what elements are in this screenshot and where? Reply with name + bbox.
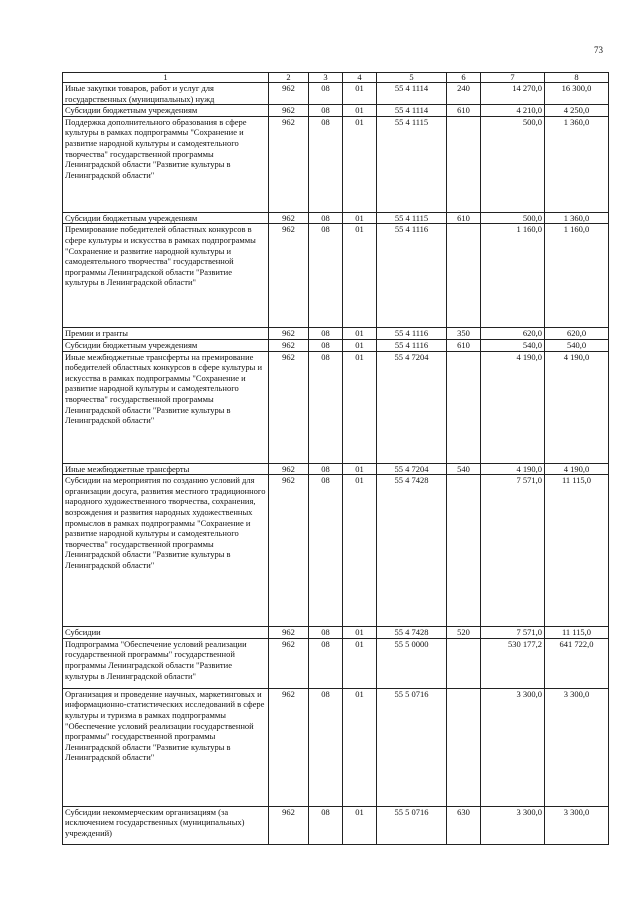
table-row (63, 688, 609, 806)
row-expense-type-cell: 240 (447, 83, 481, 105)
row-subsection-cell: 01 (343, 105, 377, 117)
row-target-article-cell: 55 4 1116 (377, 328, 447, 340)
row-amount-2-cell: 16 300,0 (545, 83, 609, 105)
table-row (63, 116, 609, 212)
row-name-cell: Иные межбюджетные трансферты (63, 463, 269, 475)
row-amount-1-cell: 7 571,0 (481, 475, 545, 627)
row-section-cell: 08 (309, 116, 343, 212)
row-expense-type-cell (447, 224, 481, 328)
row-target-article-cell: 55 4 7204 (377, 351, 447, 463)
page-number: 73 (594, 45, 603, 55)
row-subsection-cell: 01 (343, 627, 377, 639)
table-row (63, 351, 609, 463)
row-amount-2-cell: 1 160,0 (545, 224, 609, 328)
row-amount-1-cell: 4 210,0 (481, 105, 545, 117)
row-subsection-cell: 01 (343, 351, 377, 463)
row-expense-type-cell: 610 (447, 105, 481, 117)
row-amount-1-cell: 540,0 (481, 339, 545, 351)
row-amount-2-cell: 4 250,0 (545, 105, 609, 117)
row-target-article-cell: 55 4 1114 (377, 105, 447, 117)
row-name-cell: Премии и гранты (63, 328, 269, 340)
row-subsection-cell: 01 (343, 475, 377, 627)
row-expense-type-cell: 520 (447, 627, 481, 639)
row-name-cell: Субсидии бюджетным учреждениям (63, 339, 269, 351)
row-section-cell: 08 (309, 463, 343, 475)
row-amount-1-cell: 7 571,0 (481, 627, 545, 639)
row-subsection-cell: 01 (343, 806, 377, 844)
row-target-article-cell: 55 4 1116 (377, 339, 447, 351)
row-amount-2-cell: 4 190,0 (545, 463, 609, 475)
row-section-cell: 08 (309, 105, 343, 117)
row-amount-1-cell: 620,0 (481, 328, 545, 340)
row-expense-type-cell (447, 116, 481, 212)
table-row (63, 105, 609, 117)
header-cell: 1 (63, 73, 269, 83)
row-amount-1-cell: 4 190,0 (481, 351, 545, 463)
header-cell: 6 (447, 73, 481, 83)
row-name-cell: Субсидии бюджетным учреждениям (63, 212, 269, 224)
row-amount-2-cell: 1 360,0 (545, 116, 609, 212)
row-name-cell: Организация и проведение научных, маркетинговых и информационно-статистических исследований в сфере культуры и туризма в рамках подпрограммы "Обеспечение условий реализации государственной программы" государственной программы Ленинградской области "Развитие культуры в Ленинградской области" (63, 688, 269, 806)
row-section-cell: 08 (309, 328, 343, 340)
table-row (63, 212, 609, 224)
row-subsection-cell: 01 (343, 116, 377, 212)
row-section-cell: 08 (309, 339, 343, 351)
row-code-cell: 962 (269, 83, 309, 105)
row-subsection-cell: 01 (343, 638, 377, 688)
row-section-cell: 08 (309, 475, 343, 627)
row-code-cell: 962 (269, 688, 309, 806)
header-cell: 3 (309, 73, 343, 83)
row-amount-2-cell: 620,0 (545, 328, 609, 340)
row-name-cell: Субсидии на мероприятия по созданию условий для организации досуга, развития местного традиционного народного художественного творчества, сохранения, возрождения и развития народных художественных промыслов в рамках подпрограммы "Сохранение и развитие народной культуры и самодеятельного творчества" государственной программы Ленинградской области "Развитие культуры в Ленинградской области" (63, 475, 269, 627)
table-row (63, 638, 609, 688)
row-code-cell: 962 (269, 339, 309, 351)
header-row (63, 73, 609, 83)
row-section-cell: 08 (309, 224, 343, 328)
row-name-cell: Премирование победителей областных конкурсов в сфере культуры и искусства в рамках подпрограммы "Сохранение и развитие народной культуры и самодеятельного творчества" государственной программы Ленинградской области "Развитие культуры в Ленинградской области" (63, 224, 269, 328)
row-code-cell: 962 (269, 475, 309, 627)
row-target-article-cell: 55 5 0716 (377, 806, 447, 844)
row-section-cell: 08 (309, 627, 343, 639)
row-subsection-cell: 01 (343, 328, 377, 340)
table-row (63, 339, 609, 351)
row-target-article-cell: 55 4 1115 (377, 212, 447, 224)
row-target-article-cell: 55 4 1115 (377, 116, 447, 212)
row-amount-1-cell: 500,0 (481, 212, 545, 224)
table-row (63, 806, 609, 844)
budget-table (62, 72, 609, 845)
row-name-cell: Субсидии (63, 627, 269, 639)
row-code-cell: 962 (269, 627, 309, 639)
row-amount-2-cell: 1 360,0 (545, 212, 609, 224)
row-expense-type-cell (447, 351, 481, 463)
row-target-article-cell: 55 4 1114 (377, 83, 447, 105)
row-code-cell: 962 (269, 116, 309, 212)
row-amount-1-cell: 530 177,2 (481, 638, 545, 688)
row-amount-2-cell: 11 115,0 (545, 627, 609, 639)
row-expense-type-cell: 540 (447, 463, 481, 475)
row-amount-2-cell: 11 115,0 (545, 475, 609, 627)
row-code-cell: 962 (269, 328, 309, 340)
row-target-article-cell: 55 5 0000 (377, 638, 447, 688)
row-code-cell: 962 (269, 224, 309, 328)
row-expense-type-cell: 350 (447, 328, 481, 340)
row-amount-1-cell: 14 270,0 (481, 83, 545, 105)
row-subsection-cell: 01 (343, 83, 377, 105)
row-section-cell: 08 (309, 351, 343, 463)
row-amount-2-cell: 641 722,0 (545, 638, 609, 688)
row-target-article-cell: 55 5 0716 (377, 688, 447, 806)
row-amount-2-cell: 3 300,0 (545, 806, 609, 844)
table-row (63, 224, 609, 328)
table-row (63, 83, 609, 105)
row-section-cell: 08 (309, 688, 343, 806)
row-target-article-cell: 55 4 7428 (377, 475, 447, 627)
row-expense-type-cell (447, 688, 481, 806)
row-code-cell: 962 (269, 105, 309, 117)
table-row (63, 328, 609, 340)
row-subsection-cell: 01 (343, 212, 377, 224)
row-expense-type-cell (447, 638, 481, 688)
row-expense-type-cell: 610 (447, 212, 481, 224)
row-amount-2-cell: 4 190,0 (545, 351, 609, 463)
header-cell: 7 (481, 73, 545, 83)
row-section-cell: 08 (309, 806, 343, 844)
row-name-cell: Субсидии некоммерческим организациям (за исключением государственных (муниципальных) учреждений) (63, 806, 269, 844)
row-expense-type-cell (447, 475, 481, 627)
row-target-article-cell: 55 4 1116 (377, 224, 447, 328)
row-amount-1-cell: 3 300,0 (481, 688, 545, 806)
table-body (63, 73, 609, 845)
table-row (63, 475, 609, 627)
row-section-cell: 08 (309, 83, 343, 105)
header-cell: 5 (377, 73, 447, 83)
row-name-cell: Субсидии бюджетным учреждениям (63, 105, 269, 117)
row-amount-1-cell: 4 190,0 (481, 463, 545, 475)
row-amount-2-cell: 540,0 (545, 339, 609, 351)
row-code-cell: 962 (269, 463, 309, 475)
row-subsection-cell: 01 (343, 463, 377, 475)
row-expense-type-cell: 610 (447, 339, 481, 351)
row-target-article-cell: 55 4 7204 (377, 463, 447, 475)
row-subsection-cell: 01 (343, 688, 377, 806)
row-name-cell: Подпрограмма "Обеспечение условий реализации государственной программы" государственной программы Ленинградской области "Развитие культуры в Ленинградской области" (63, 638, 269, 688)
row-amount-2-cell: 3 300,0 (545, 688, 609, 806)
row-name-cell: Иные межбюджетные трансферты на премирование победителей областных конкурсов в сфере культуры и искусства в рамках подпрограммы "Сохранение и развитие народной культуры и самодеятельного творчества" государственной программы Ленинградской области "Развитие культуры в Ленинградской области" (63, 351, 269, 463)
row-name-cell: Поддержка дополнительного образования в сфере культуры в рамках подпрограммы "Сохранение и развитие народной культуры и самодеятельного творчества" государственной программы Ленинградской области "Развитие культуры в Ленинградской области" (63, 116, 269, 212)
row-code-cell: 962 (269, 638, 309, 688)
header-cell: 8 (545, 73, 609, 83)
row-amount-1-cell: 500,0 (481, 116, 545, 212)
row-code-cell: 962 (269, 212, 309, 224)
row-amount-1-cell: 3 300,0 (481, 806, 545, 844)
table-row (63, 627, 609, 639)
row-target-article-cell: 55 4 7428 (377, 627, 447, 639)
row-section-cell: 08 (309, 212, 343, 224)
row-expense-type-cell: 630 (447, 806, 481, 844)
header-cell: 2 (269, 73, 309, 83)
row-subsection-cell: 01 (343, 224, 377, 328)
row-code-cell: 962 (269, 351, 309, 463)
row-amount-1-cell: 1 160,0 (481, 224, 545, 328)
row-section-cell: 08 (309, 638, 343, 688)
row-code-cell: 962 (269, 806, 309, 844)
row-subsection-cell: 01 (343, 339, 377, 351)
header-cell: 4 (343, 73, 377, 83)
table-row (63, 463, 609, 475)
row-name-cell: Иные закупки товаров, работ и услуг для государственных (муниципальных) нужд (63, 83, 269, 105)
